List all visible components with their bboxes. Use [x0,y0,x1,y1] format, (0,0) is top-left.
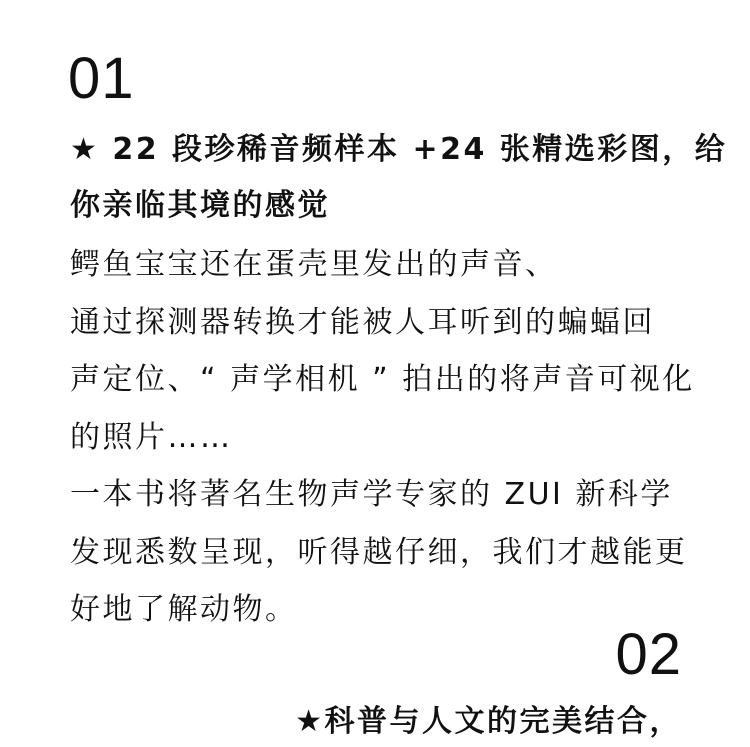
section2-heading-line: ★科普与人文的完美结合， [295,704,682,739]
section-number-02: 02 [615,622,682,687]
section1-body [70,236,710,639]
section2-heading [295,697,682,747]
section1-body-line: 好地了解动物。 [70,592,298,627]
section1-body-line: 的照片…… [70,419,233,455]
section1-body-line: 发现悉数呈现，听得越仔细，我们才越能更 [70,534,688,570]
section1-heading-line: 你亲临其境的感觉 [70,188,330,223]
section1-body-line: 一本书将著名生物声学专家的 ZUI 新科学 [70,477,673,512]
section1-body-line: 通过探测器转换才能被人耳听到的蝙蝠回 [70,304,655,340]
section1-heading [70,122,728,234]
section1-heading-line: ★ 22 段珍稀音频样本 +24 张精选彩图，给 [70,132,728,167]
section1-body-line: 鳄鱼宝宝还在蛋壳里发出的声音、 [70,247,558,282]
section-number-01: 01 [68,46,135,111]
section1-body-line: 声定位、“ 声学相机 ” 拍出的将声音可视化 [70,362,695,397]
